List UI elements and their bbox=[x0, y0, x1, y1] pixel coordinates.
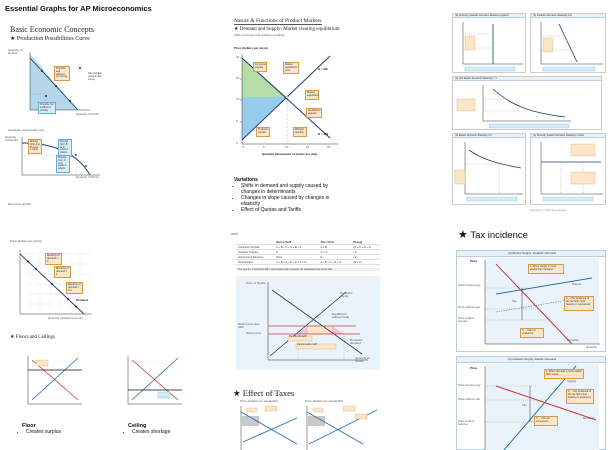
table-cell: Total Surplus bbox=[236, 260, 274, 265]
tariff-domestic-demand-label: Domestic demand bbox=[350, 338, 363, 346]
ppc-note-3: Possible but inefficient (inside) bbox=[38, 102, 56, 114]
table-cell: G bbox=[274, 250, 318, 255]
increasing-cost-label: Increasing opportunity cost bbox=[8, 128, 44, 132]
callout-equilibrium: Market equilibrium bbox=[305, 90, 319, 100]
table-cell: + C bbox=[351, 250, 380, 255]
incidence-a-quantity-label: Quantity bbox=[586, 345, 598, 349]
taxes-panel-2-label: Price (dollars per sweatshirt) bbox=[305, 399, 344, 403]
market-y-tick-5: 5 bbox=[236, 119, 238, 123]
taxes-panel-1-label: Price (dollars per sweatshirt) bbox=[240, 399, 279, 403]
floors-title: Floors and Ceilings bbox=[15, 335, 55, 340]
tariff-x-label: Quantity of Textile bbox=[355, 356, 370, 364]
star-icon: ★ bbox=[10, 36, 16, 42]
price-floor-graph bbox=[18, 352, 86, 410]
variation-item: • Effect of Quotas and Tariffs bbox=[241, 207, 344, 213]
callout-consumer-surplus: Consumer surplus bbox=[253, 62, 267, 72]
table-cell: A + B + C + E + G bbox=[319, 260, 351, 265]
ppc-x-axis-label: Quantity of Pizza bbox=[76, 112, 99, 116]
market-title: Nature & Functions of Product Markets bbox=[234, 18, 322, 24]
tariff-area-f bbox=[332, 326, 344, 334]
callout-producer-surplus: Producer surplus bbox=[256, 127, 270, 137]
tariff-note: The area D + F shows the fall in total surplus and represents the deadweight loss of the tariff. bbox=[236, 268, 380, 271]
table-cell: -(D + F) bbox=[351, 260, 380, 265]
table-cell: A + B + C + D + E + F + G bbox=[274, 260, 318, 265]
market-x-tick-10: 10 bbox=[285, 145, 289, 149]
variations-list bbox=[234, 183, 344, 213]
ppc-graph-title: Production Possibilities Curve bbox=[16, 36, 90, 42]
incidence-a-demand-label: Demand bbox=[567, 338, 579, 342]
incidence-title: Tax incidence bbox=[470, 230, 528, 241]
elasticity-panel-a bbox=[452, 13, 526, 73]
tariff-imports-with-label: Imports with tariff bbox=[289, 336, 307, 338]
demand-curve-label: Demand bbox=[76, 298, 88, 302]
incidence-b-tax-label: Tax bbox=[522, 403, 527, 407]
tariff-imports-before-label: Imports before tariff bbox=[297, 344, 317, 346]
incidence-b-price-label: Price bbox=[470, 366, 478, 370]
ppc-section-title: Basic Economic Concepts bbox=[10, 25, 94, 34]
increasing-note-1: Moving from A to B costs 1 robot bbox=[28, 139, 42, 154]
price-ceiling-graph bbox=[118, 352, 186, 410]
market-x-tick-15: 15 bbox=[306, 145, 310, 149]
market-y-tick-20: 20 bbox=[236, 55, 240, 59]
increasing-cost-x-label: Quantity of Pizza bbox=[76, 175, 99, 179]
incidence-a-buyers-label: Price buyers pay bbox=[458, 283, 481, 287]
star-icon: ★ bbox=[458, 229, 468, 241]
market-x-tick-5: 5 bbox=[263, 145, 265, 149]
floor-title: Floor bbox=[22, 423, 36, 429]
ppc-y-axis-label: Quantity of Robots bbox=[8, 48, 23, 56]
table-cell: Government Revenue bbox=[236, 255, 274, 260]
increasing-note-3: Moving from C to D costs 4 robots bbox=[56, 155, 70, 173]
tariff-domestic-supply-label: Domestic supply bbox=[340, 291, 353, 299]
tariff-title: Tariff bbox=[231, 232, 238, 236]
incidence-a-callout-3: 3. ... than on producers. bbox=[520, 328, 544, 338]
elasticity-panel-e-title: (e) Perfectly Elastic Demand: Elasticity Infinite bbox=[531, 134, 605, 138]
star-icon: ★ bbox=[10, 335, 15, 340]
market-x-axis-label: Quantity (thousands of pizzas per day) bbox=[262, 152, 318, 156]
incidence-a-sellers-label: Price sellers receive bbox=[458, 316, 475, 324]
demand-note-3: Elasticity of demand = 1/4 bbox=[66, 282, 83, 294]
table-cell: E bbox=[319, 255, 351, 260]
incidence-a-supply-label: Supply bbox=[572, 282, 582, 286]
tariff-header: Before Tariff bbox=[274, 240, 318, 245]
floors-title-row bbox=[10, 334, 55, 340]
demand-label: D = MB bbox=[318, 132, 329, 136]
elasticity-panel-b-title: (b) Inelastic Demand: Elasticity 0.8 bbox=[531, 14, 605, 18]
table-cell: C + G bbox=[319, 250, 351, 255]
ppc-note-2: Not possible (outside the curve) bbox=[87, 72, 105, 82]
variation-item: • Shifts in demand and supply caused by changes in determinants bbox=[241, 183, 344, 195]
tariff-table bbox=[236, 240, 380, 265]
ppc-graph bbox=[8, 44, 104, 122]
star-icon: ★ bbox=[234, 27, 239, 32]
incidence-a-callout-2: 2. ... the incidence of the tax falls more heavily on consumers ... bbox=[564, 296, 594, 311]
market-y-tick-10: 10 bbox=[236, 97, 240, 101]
market-graph-title: Demand and Supply: Market clearing equilibrium bbox=[239, 27, 340, 32]
demand-y-axis-label: Price (dollars per pizza) bbox=[10, 239, 42, 243]
incidence-a-price-label: Price bbox=[470, 259, 478, 263]
callout-equilibrium-quantity: Equilibrium quantity bbox=[306, 108, 322, 118]
incidence-b-without-tax-label: Price without tax bbox=[458, 397, 481, 401]
tariff-world-price-label: World price bbox=[246, 331, 262, 335]
incidence-b-supply-line bbox=[504, 366, 576, 450]
incidence-panel-b-title: (b) Inelastic Supply, Elastic Demand bbox=[457, 357, 605, 363]
table-cell: A + B bbox=[319, 245, 351, 250]
incidence-b-callout-1: 1. When demand is more elastic than supply ... bbox=[544, 369, 584, 379]
floor-bullet: • Creates surplus bbox=[26, 429, 79, 435]
economic-growth-label: Economic growth bbox=[8, 202, 32, 206]
increasing-note-2: Moving from B to C costs 2 robots bbox=[58, 139, 72, 157]
elasticity-panel-c bbox=[452, 76, 602, 130]
tariff-header: After Tariff bbox=[319, 240, 351, 245]
incidence-b-callout-2: 2. ... the incidence of the tax falls more heavily on producers ... bbox=[566, 389, 594, 404]
elasticity-panel-b bbox=[530, 13, 606, 73]
market-y-tick-15: 15 bbox=[236, 76, 240, 80]
tariff-header: Change bbox=[351, 240, 380, 245]
variations-title: Variations bbox=[234, 177, 258, 183]
table-cell: None bbox=[274, 255, 318, 260]
table-cell: Producer Surplus bbox=[236, 250, 274, 255]
demand-note-2: Elasticity of demand = 1 bbox=[54, 266, 71, 278]
variation-item: • Changes in slope caused by changes in elasticity bbox=[241, 195, 344, 207]
tariff-graph-y-label: Price of Textile bbox=[246, 281, 266, 285]
market-subtitle: (with consumer and producer surplus) bbox=[234, 33, 285, 37]
increasing-cost-y-label: Quantity of Robots bbox=[5, 135, 18, 143]
incidence-a-without-tax-label: Price without tax bbox=[458, 305, 481, 309]
taxes-graph-2 bbox=[303, 404, 383, 450]
star-icon: ★ bbox=[233, 388, 241, 398]
market-graph-title-row bbox=[234, 26, 340, 32]
floor-bullets bbox=[19, 429, 79, 435]
table-row bbox=[236, 260, 380, 265]
market-y-tick-0: 0 bbox=[236, 141, 238, 145]
market-x-tick-0: 0 bbox=[242, 145, 244, 149]
page-title: Essential Graphs for AP Microeconomics bbox=[5, 4, 152, 13]
market-x-tick-20: 20 bbox=[327, 145, 331, 149]
incidence-b-buyers-label: Price buyers pay bbox=[458, 383, 481, 387]
elasticity-panel-e bbox=[530, 133, 606, 205]
taxes-title-row bbox=[233, 388, 294, 399]
ceiling-bullets bbox=[125, 429, 185, 435]
incidence-b-demand-label: Demand bbox=[583, 416, 595, 420]
incidence-title-row bbox=[458, 228, 528, 241]
tariff-equilibrium-label: Equilibrium without trade bbox=[332, 312, 350, 320]
table-cell: -(C + D + E + F) bbox=[351, 245, 380, 250]
incidence-b-callout-3: 3. ... than on consumers. bbox=[534, 416, 558, 426]
ppc-note-1: Possible and efficient (on curve) bbox=[54, 66, 70, 81]
table-cell: Consumer Surplus bbox=[236, 245, 274, 250]
taxes-title: Effect of Taxes bbox=[242, 388, 295, 398]
elasticity-footer: Elasticity of demand ranges bbox=[530, 208, 567, 212]
elasticity-panel-d-title: (d) Elastic Demand: Elasticity 1.5 bbox=[453, 134, 525, 138]
demand-x-axis-label: Quantity (pizzas per hour) bbox=[48, 316, 83, 320]
elasticity-panel-a-title: (a) Perfectly Inelastic Demand: Elasticity Against bbox=[453, 14, 525, 18]
incidence-b-sellers-label: Price sellers receive bbox=[458, 419, 475, 427]
elasticity-panel-c-title: (c) Unit Elastic Demand: Elasticity = 1 bbox=[453, 77, 601, 81]
demand-note-1: Elasticity of demand = 4 bbox=[45, 253, 62, 265]
incidence-a-callout-1: 1. When supply is more elastic than demand ... bbox=[528, 264, 564, 274]
supply-label: S = MC bbox=[318, 67, 329, 71]
market-y-axis-label: Price (dollars per pizza) bbox=[234, 46, 268, 50]
tariff-area-d bbox=[298, 326, 308, 334]
ceiling-title: Ceiling bbox=[128, 423, 147, 429]
incidence-a-tax-label: Tax bbox=[512, 299, 517, 303]
taxes-graph-1 bbox=[237, 404, 301, 450]
table-cell: A + B + C + D + E + F bbox=[274, 245, 318, 250]
incidence-panel-a-title: (a) Elastic Supply, Inelastic Demand bbox=[457, 251, 605, 257]
callout-equilibrium-price: Market equilibrium price bbox=[283, 62, 299, 74]
tariff-world-price-tariff-label: World price plus tariff bbox=[238, 322, 260, 330]
incidence-b-supply-label: Supply bbox=[567, 379, 577, 383]
elasticity-panel-d bbox=[452, 133, 526, 205]
ppc-graph-title-row bbox=[10, 35, 90, 42]
ceiling-bullet: • Creates shortage bbox=[132, 429, 185, 435]
callout-efficient-quantity: Efficient quantity bbox=[293, 127, 307, 137]
table-cell: + E bbox=[351, 255, 380, 260]
